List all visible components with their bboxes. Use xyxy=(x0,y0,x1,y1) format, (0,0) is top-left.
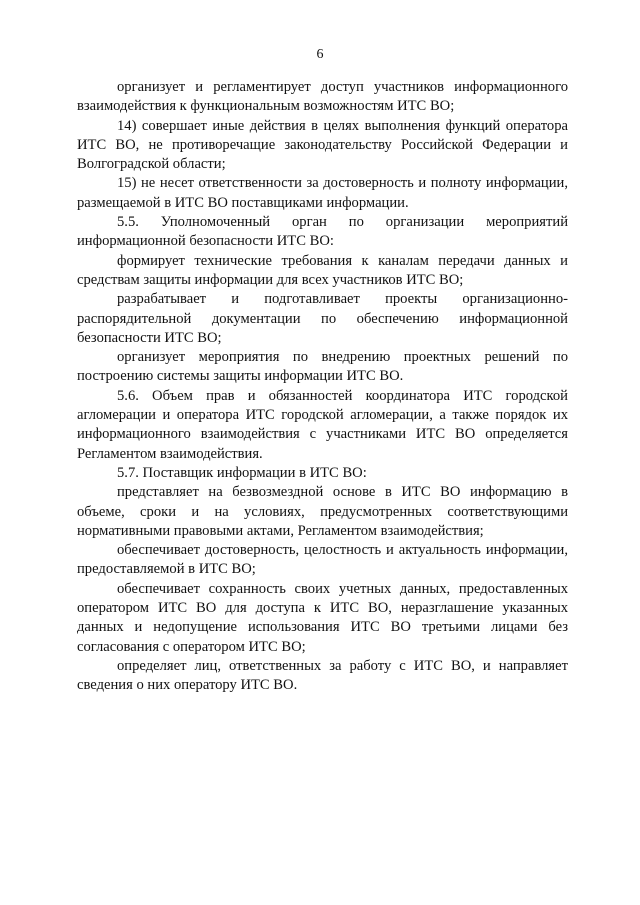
paragraph-protection-measures: организует мероприятия по внедрению проектных решений по построению системы защиты информации ИТС ВО. xyxy=(77,349,568,385)
paragraph-section-5-5: 5.5. Уполномоченный орган по организации мероприятий информационной безопасности ИТС ВО: xyxy=(77,214,568,250)
paragraph-responsible-persons: определяет лиц, ответственных за работу с ИТС ВО, и направляет сведения о них оператору ИТС ВО. xyxy=(77,657,568,694)
paragraph-access-organization: организует и регламентирует доступ участников информационного взаимодействия к функциональным возможностям ИТС ВО; xyxy=(77,79,568,115)
paragraph-credentials: обеспечивает сохранность своих учетных данных, предоставленных оператором ИТС ВО для доступа к ИТС ВО, неразглашение указанных данных и недопущение использования ИТС ВО третьими лицами без согласования с оператором ИТС ВО; xyxy=(77,580,568,655)
document-body xyxy=(77,78,568,696)
paragraph-item-14: 14) совершает иные действия в целях выполнения функций оператора ИТС ВО, не противоречащие законодательству Российской Федерации и Волгоградской области; xyxy=(77,117,568,173)
page-number: 6 xyxy=(316,47,324,62)
paragraph-reliability: обеспечивает достоверность, целостность и актуальность информации, предоставляемой в ИТС ВО; xyxy=(77,542,568,578)
paragraph-section-5-7: 5.7. Поставщик информации в ИТС ВО: xyxy=(117,464,367,481)
paragraph-section-5-6: 5.6. Объем прав и обязанностей координатора ИТС городской агломерации и оператора ИТС городской агломерации, а также порядок их информационного взаимодействия с участниками ИТС ВО определяется Регламентом взаимодействия. xyxy=(77,387,568,462)
paragraph-documentation: разрабатывает и подготавливает проекты организационно-распорядительной документации по обеспечению информационной безопасности ИТС ВО; xyxy=(77,291,568,346)
paragraph-technical-requirements: формирует технические требования к каналам передачи данных и средствам защиты информации для всех участников ИТС ВО; xyxy=(77,252,568,288)
paragraph-provides-information: представляет на безвозмездной основе в ИТС ВО информацию в объеме, сроки и на условиях, предусмотренных соответствующими нормативными правовыми актами, Регламентом взаимодействия; xyxy=(77,484,568,539)
paragraph-item-15: 15) не несет ответственности за достоверность и полноту информации, размещаемой в ИТС ВО поставщиками информации. xyxy=(77,175,568,211)
